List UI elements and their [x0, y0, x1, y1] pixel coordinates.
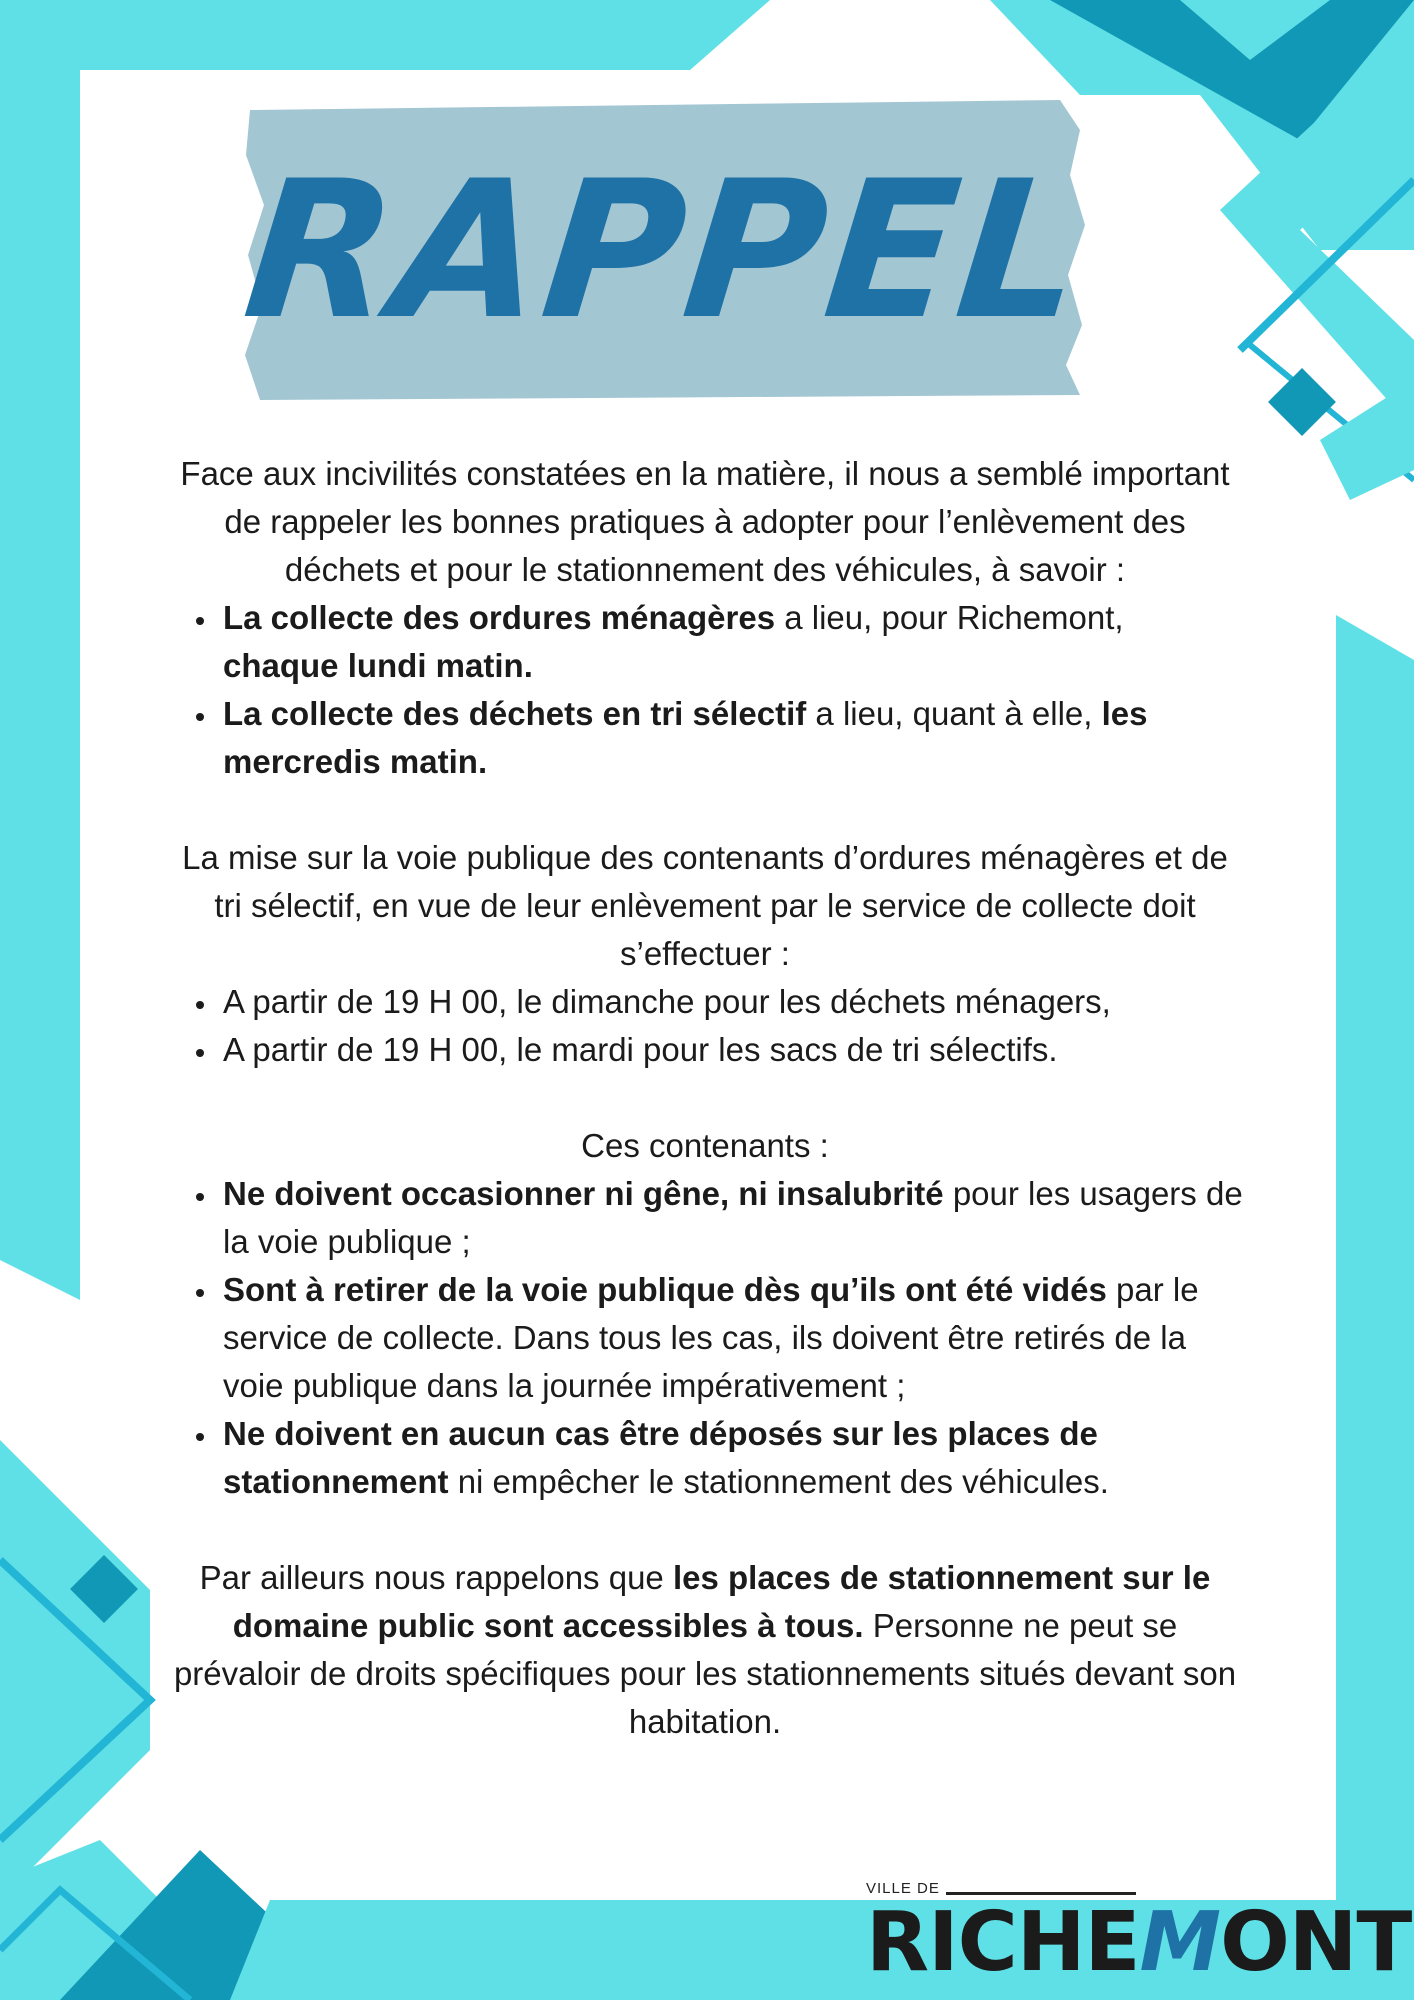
mise-paragraph: La mise sur la voie publique des contenants d’ordures ménagères et de tri sélectif, en vue de leur enlèvement par le service de collecte doit s’effectuer : [182, 839, 1228, 972]
list-item: • La collecte des ordures ménagères a lieu, pour Richemont, chaque lundi matin. [219, 594, 1245, 690]
contenants-heading: Ces contenants : [581, 1127, 829, 1164]
intro-paragraph: Face aux incivilités constatées en la matière, il nous a semblé important de rappeler les bonnes pratiques à adopter pour l’enlèvement des déchets et pour le stationnement des véhicules, à savoir : [180, 455, 1230, 588]
list-item: • Ne doivent occasionner ni gêne, ni insalubrité pour les usagers de la voie publique ; [219, 1170, 1245, 1266]
richemont-logo [866, 1880, 1412, 1990]
title-banner [236, 95, 1094, 405]
logo-subtitle: VILLE DE [866, 1880, 940, 1897]
horaires-list [165, 978, 1245, 1074]
list-item: • Sont à retirer de la voie publique dès qu’ils ont été vidés par le service de collecte. Dans tous les cas, ils doivent être retirés de la voie publique dans la journée impérativement ; [219, 1266, 1245, 1410]
notice-content [165, 450, 1245, 1746]
stationnement-paragraph: Par ailleurs nous rappelons que les places de stationnement sur le domaine public sont accessibles à tous. Personne ne peut se prévaloir de droits spécifiques pour les stationnements situés devant son habitation. [173, 1559, 1237, 1740]
list-item: • A partir de 19 H 00, le mardi pour les sacs de tri sélectifs. [219, 1026, 1245, 1074]
list-item: • Ne doivent en aucun cas être déposés sur les places de stationnement ni empêcher le stationnement des véhicules. [219, 1410, 1245, 1506]
logo-wordmark: RICHEMONT [866, 1895, 1412, 1990]
collecte-list [165, 594, 1245, 786]
list-item: • La collecte des déchets en tri sélectif a lieu, quant à elle, les mercredis matin. [219, 690, 1245, 786]
contenants-list [165, 1170, 1245, 1506]
page-title: RAPPEL [236, 139, 1094, 361]
list-item: • A partir de 19 H 00, le dimanche pour les déchets ménagers, [219, 978, 1245, 1026]
